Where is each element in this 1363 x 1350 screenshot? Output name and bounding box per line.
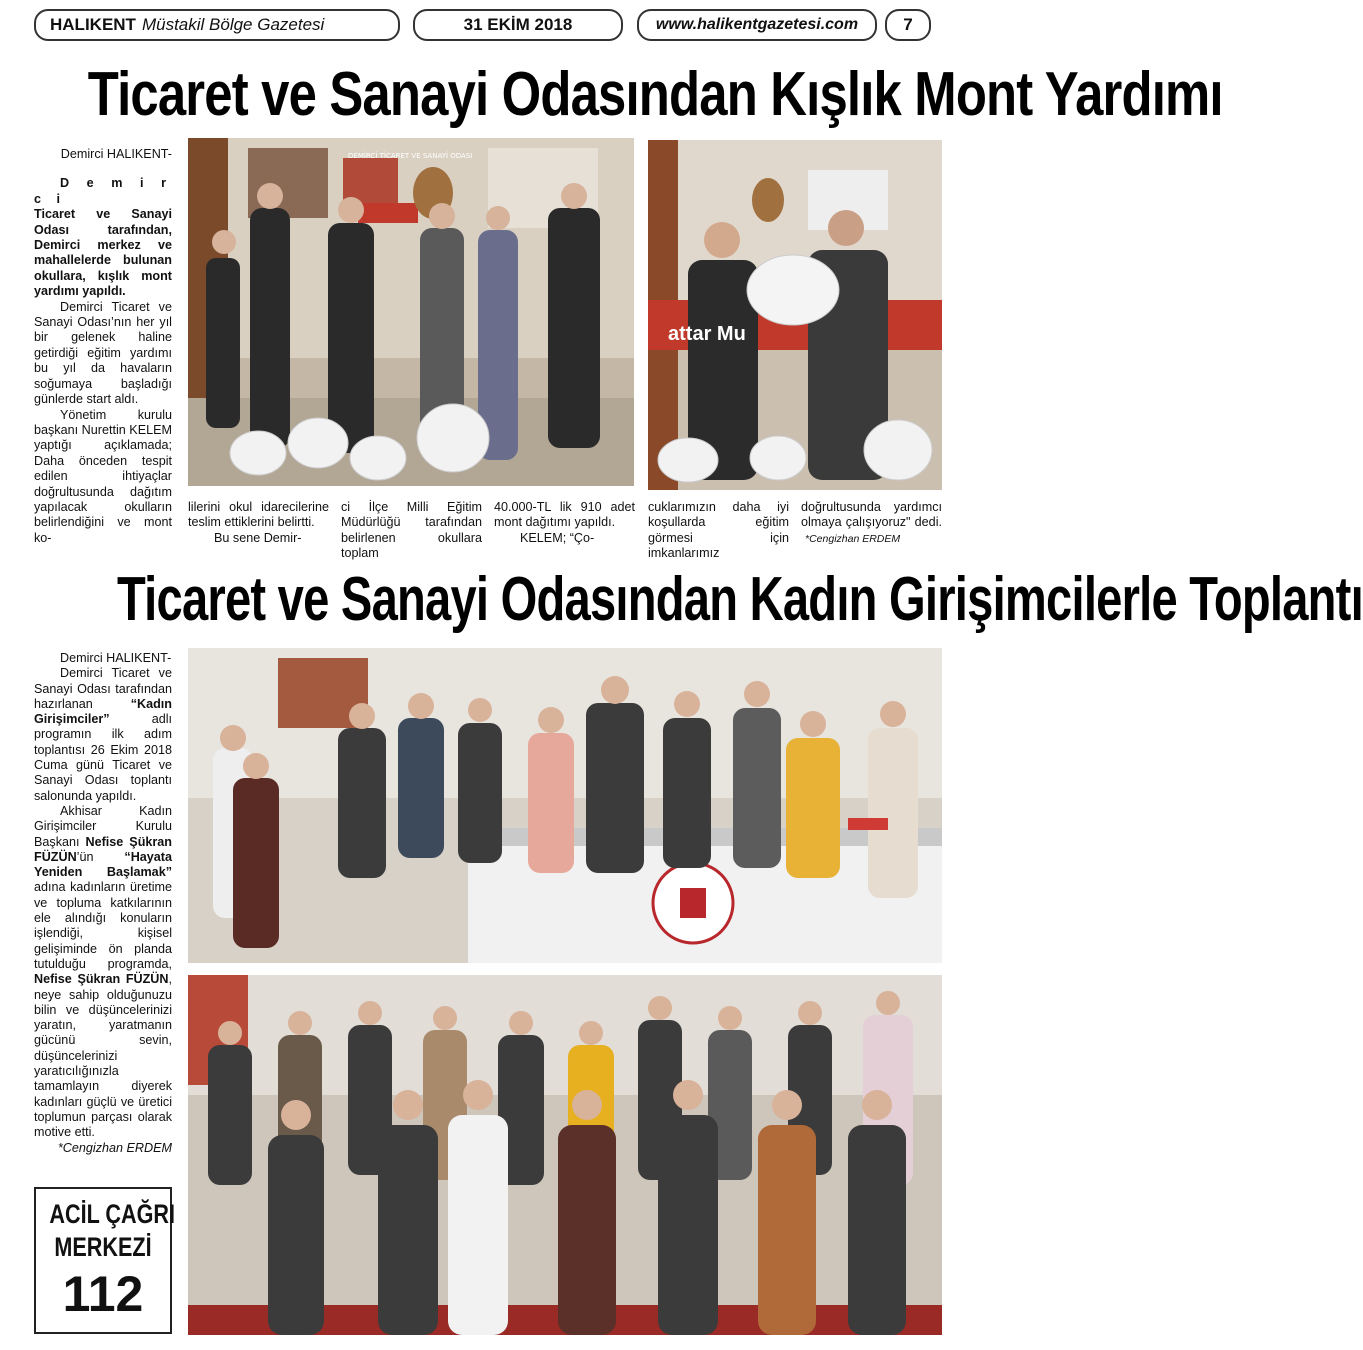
brand-subtitle: Müstakil Bölge Gazetesi bbox=[141, 15, 325, 34]
page-number bbox=[885, 9, 931, 41]
issue-date bbox=[413, 9, 623, 41]
text: adlı programın ilk adım toplantısı 26 Ekim 2018 Cuma günü Ticaret ve Sanayi Odası toplantı salonunda yapıldı. bbox=[34, 712, 172, 803]
speaker-name: Nefise Şükran FÜZÜN bbox=[34, 834, 173, 864]
page-number-text: 7 bbox=[903, 15, 913, 34]
dateline: Demirci HALIKENT- bbox=[60, 651, 172, 665]
article1-photo-handover bbox=[648, 140, 942, 490]
signature: *Cengizhan ERDEM bbox=[805, 532, 901, 545]
masthead-title bbox=[34, 9, 400, 41]
article2-photo-group bbox=[188, 975, 942, 1335]
text: adına kadınların üretime ve topluma katkılarının ele alındığı konuların işlendiği, kişisel gelişiminde ön planda tutulduğu programda, bbox=[34, 880, 172, 971]
article1-column2 bbox=[188, 500, 329, 546]
paragraph: cuklarımızın daha iyi koşullarda eğitim görmesi için imkanlarımız bbox=[648, 500, 789, 561]
website-text: www.halikentgazetesi.com bbox=[655, 16, 859, 33]
dateline: Demirci HALIKENT- bbox=[60, 147, 172, 161]
article1-column1 bbox=[34, 147, 172, 546]
issue-date-text: 31 EKİM 2018 bbox=[463, 15, 573, 34]
paragraph: 40.000-TL lik 910 adet mont dağıtımı yapıldı. bbox=[494, 500, 635, 530]
photo1-banner-text: DEMİRCİ TİCARET VE SANAYİ ODASI bbox=[348, 152, 473, 160]
paragraph bbox=[801, 500, 942, 547]
text: ’ün bbox=[76, 849, 94, 864]
lead-paragraph: Ticaret ve Sanayi Odası tarafından, Demirci merkez ve mahallelerde bulunan okullara, kışlık mont yardımı yapıldı. bbox=[34, 207, 172, 299]
article2-headline: Ticaret ve Sanayi Odasından Kadın Girişimcilerle Toplantı bbox=[117, 565, 1363, 634]
article2-photo-meeting bbox=[188, 648, 942, 963]
article1-headline: Ticaret ve Sanayi Odasından Kışlık Mont Yardımı bbox=[87, 60, 1223, 129]
brand-name: HALIKENT bbox=[50, 15, 136, 34]
emergency-number: 112 bbox=[62, 1266, 144, 1322]
article1-photo-group bbox=[188, 138, 634, 486]
article1-column6 bbox=[801, 500, 942, 547]
article2-column1 bbox=[34, 651, 172, 1156]
photo2-banner-text: attar Mu bbox=[668, 323, 746, 345]
paragraph bbox=[34, 804, 172, 1141]
talk-title: “Hayata Yeniden Başlamak” bbox=[34, 849, 172, 880]
paragraph-text: doğrultusunda yardımcı olmaya çalışıyoruz" dedi. bbox=[801, 500, 942, 530]
program-name: “Kadın Girişimciler” bbox=[34, 696, 172, 727]
paragraph: Demirci Ticaret ve Sanayi Odası’nın her yıl bir gelenek haline getirdiği eğitim yardımı bu yıl da havaların soğumaya başladığı günlerde start aldı. bbox=[34, 299, 172, 407]
paragraph bbox=[34, 666, 172, 804]
emergency-line2: MERKEZİ bbox=[54, 1232, 152, 1262]
website bbox=[637, 9, 877, 41]
emergency-line1: ACİL ÇAĞRI bbox=[49, 1199, 176, 1229]
emergency-box bbox=[34, 1187, 176, 1334]
text: Akhisar Kadın Girişimciler Kurulu Başkanı bbox=[34, 803, 172, 849]
paragraph: Yönetim kurulu başkanı Nurettin KELEM yaptığı açıklamada; Daha önceden tespit edilen ihtiyaçlar doğrultusunda dağıtım yapılacak okulların belirlendiğini ve mont ko- bbox=[34, 407, 172, 545]
paragraph: lilerini okul idarecilerine teslim ettiklerini belirtti. bbox=[188, 500, 329, 530]
paragraph: Bu sene Demir- bbox=[214, 530, 302, 545]
article1-column3 bbox=[341, 500, 482, 562]
text: Demirci Ticaret ve Sanayi Odası tarafından hazırlanan bbox=[34, 666, 172, 711]
signature: *Cengizhan ERDEM bbox=[57, 1140, 172, 1155]
article1-column4 bbox=[494, 500, 635, 546]
article1-column5 bbox=[648, 500, 789, 562]
paragraph: KELEM; “Ço- bbox=[520, 530, 595, 545]
text: , neye sahip olduğunuzu bilin ve düşüncelerinizi yaratın, yaratmanın gücünü sevin, düşüncelerinizi yaratıcılığınızla tamamlayın diyerek kadınları güçlü ve üretici toplumun parçası olarak motive etti. bbox=[34, 972, 172, 1140]
paragraph: ci İlçe Milli Eğitim Müdürlüğü tarafından belirlenen okullara toplam bbox=[341, 500, 482, 561]
speaker-name: Nefise Şükran FÜZÜN bbox=[34, 972, 169, 987]
lead-spaced: D e m i r c i bbox=[34, 176, 172, 206]
